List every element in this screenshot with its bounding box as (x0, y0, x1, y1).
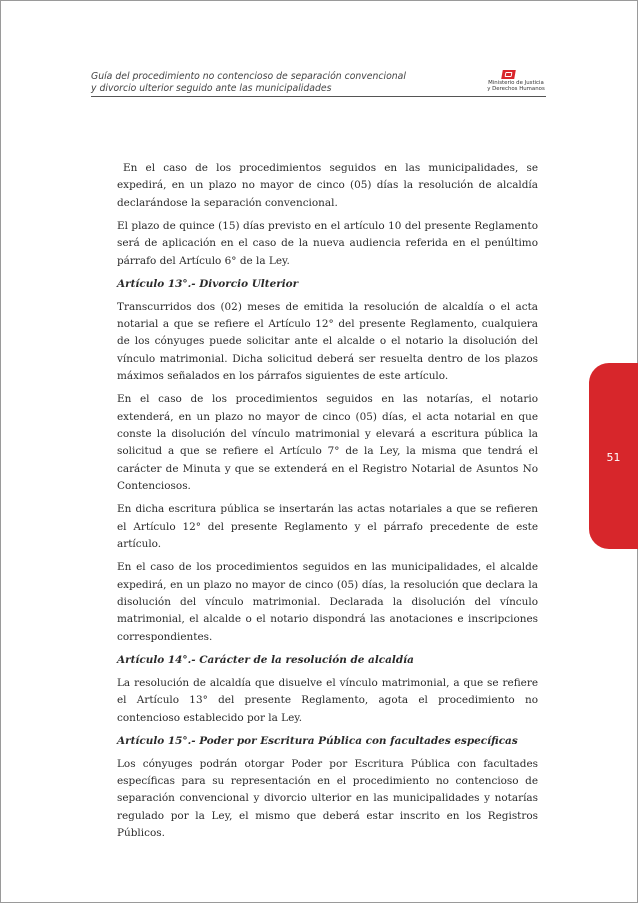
article-13-heading: Artículo 13°.- Divorcio Ulterior (117, 277, 299, 290)
page-tab (589, 363, 638, 549)
ministry-logo-text (481, 80, 551, 92)
running-header-line-1: Guía del procedimiento no contencioso de separación convencional (91, 71, 406, 82)
ministry-logo-icon (501, 70, 516, 79)
paragraph: La resolución de alcaldía que disuelve el vínculo matrimonial, a que se refiere el Artículo 13° del presente Reglamento, agota el procedimiento no contencioso establecido por la Ley. (117, 676, 538, 724)
ministry-logo-line-2: y Derechos Humanos (487, 86, 545, 92)
paragraph: Transcurridos dos (02) meses de emitida la resolución de alcaldía o el acta notarial a que se refiere el Artículo 12° del presente Reglamento, cualquiera de los cónyuges puede solicitar ante el alcalde o el notario la disolución del vínculo matrimonial. Dicha solicitud deberá ser resuelta dentro de los plazos máximos señalados en los párrafos siguientes de este artículo. (117, 300, 538, 383)
running-header-line-2: y divorcio ulterior seguido ante las municipalidades (91, 83, 332, 94)
page-content (117, 160, 538, 848)
paragraph: En el caso de los procedimientos seguidos en las notarías, el notario extenderá, en un plazo no mayor de cinco (05) días, el acta notarial en que conste la disolución del vínculo matrimonial y elevará a escritura pública la solicitud a que se refiere el Artículo 7° de la Ley, la misma que tendrá el carácter de Minuta y que se extenderá en el Registro Notarial de Asuntos No Contenciosos. (117, 393, 538, 493)
ministry-logo (481, 70, 551, 92)
paragraph: En el caso de los procedimientos seguidos en las municipalidades, el alcalde expedirá, en un plazo no mayor de cinco (05) días, la resolución que declara la disolución del vínculo matrimonial. Declarada la disolución del vínculo matrimonial, el alcalde o el notario dispondrá las anotaciones e inscripciones correspondientes. (117, 561, 538, 643)
article-14-heading: Artículo 14°.- Carácter de la resolución de alcaldía (117, 653, 414, 666)
paragraph: En el caso de los procedimientos seguidos en las municipalidades, se expedirá, en un plazo no mayor de cinco (05) días la resolución de alcaldía declarándose la separación convencional. (117, 162, 538, 209)
header-rule (91, 96, 546, 97)
article-15-heading: Artículo 15°.- Poder por Escritura Pública con facultades específicas (117, 734, 518, 747)
paragraph: En dicha escritura pública se insertarán las actas notariales a que se refieren el Artículo 12° del presente Reglamento y el párrafo precedente de este artículo. (117, 503, 538, 551)
ministry-logo-line-1: Ministerio de Justicia (488, 80, 544, 86)
running-header (91, 71, 471, 95)
paragraph: El plazo de quince (15) días previsto en el artículo 10 del presente Reglamento será de aplicación en el caso de la nueva audiencia referida en el penúltimo párrafo del Artículo 6° de la Ley. (117, 219, 538, 267)
paragraph: Los cónyuges podrán otorgar Poder por Escritura Pública con facultades específicas para su representación en el procedimiento no contencioso de separación convencional y divorcio ulterior en las municipalidades y notarías regulado por la Ley, el mismo que deberá estar inscrito en los Registros Públicos. (117, 757, 538, 840)
page-number: 51 (606, 451, 621, 464)
